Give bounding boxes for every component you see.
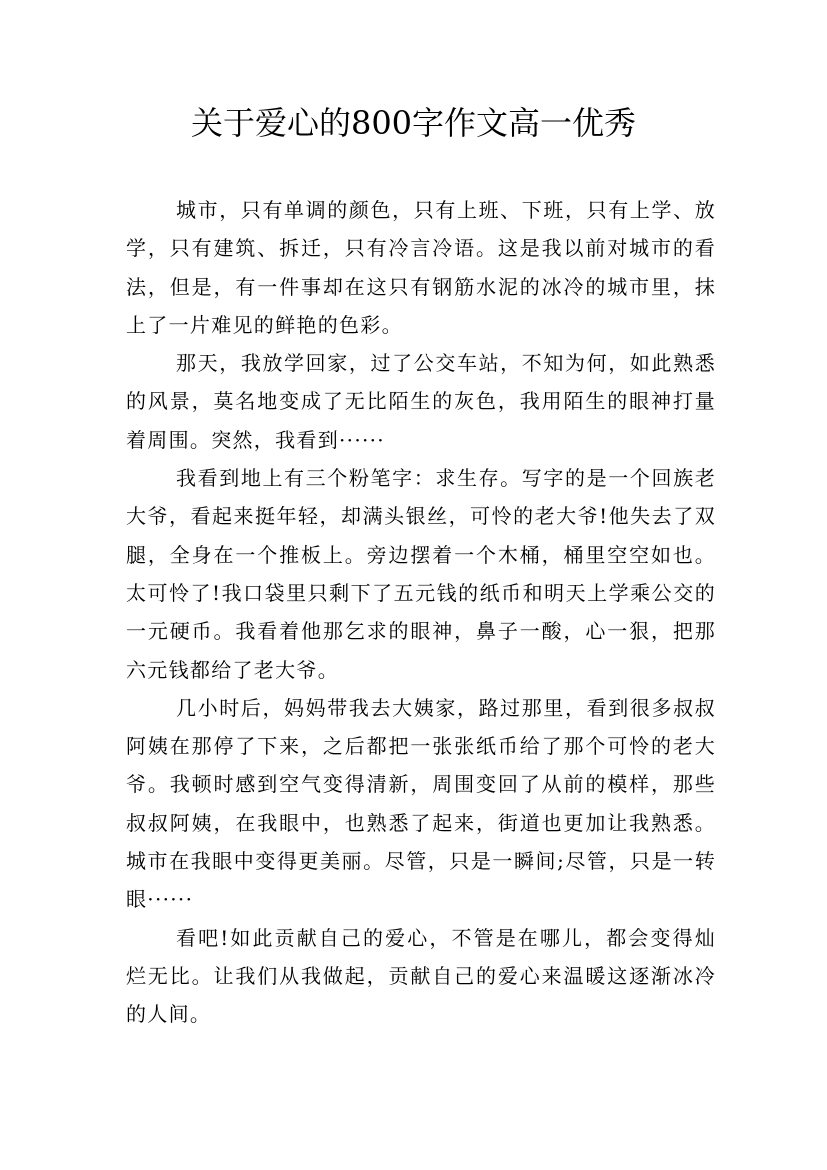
paragraph-3: 我看到地上有三个粉笔字：求生存。写字的是一个回族老大爷，看起来挺年轻，却满头银丝，可怜的老大爷!他失去了双腿，全身在一个推板上。旁边摆着一个木桶，桶里空空如也。太可怜了!我口袋里只剩下了五元钱的纸币和明天上学乘公交的一元硬币。我看着他那乞求的眼神，鼻子一酸，心一狠，把那六元钱都给了老大爷。 (126, 466, 716, 682)
paragraph-1: 城市，只有单调的颜色，只有上班、下班，只有上学、放学，只有建筑、拆迁，只有冷言冷语。这是我以前对城市的看法，但是，有一件事却在这只有钢筋水泥的冰冷的城市里，抹上了一片难见的鲜艳的色彩。 (126, 198, 716, 337)
document-title: 关于爱心的800字作文高一优秀 (190, 104, 637, 142)
paragraph-2: 那天，我放学回家，过了公交车站，不知为何，如此熟悉的风景，莫名地变成了无比陌生的灰色，我用陌生的眼神打量着周围。突然，我看到······ (126, 351, 716, 452)
paragraph-5: 看吧!如此贡献自己的爱心，不管是在哪儿，都会变得灿烂无比。让我们从我做起，贡献自己的爱心来温暖这逐渐冰冷的人间。 (126, 925, 716, 1027)
paragraph-4: 几小时后，妈妈带我去大姨家，路过那里，看到很多叔叔阿姨在那停了下来，之后都把一张张纸币给了那个可怜的老大爷。我顿时感到空气变得清新，周围变回了从前的模样，那些叔叔阿姨，在我眼中，也熟悉了起来，街道也更加让我熟悉。城市在我眼中变得更美丽。尽管，只是一瞬间;尽管，只是一转眼······ (126, 695, 716, 912)
document-body (126, 191, 716, 1034)
